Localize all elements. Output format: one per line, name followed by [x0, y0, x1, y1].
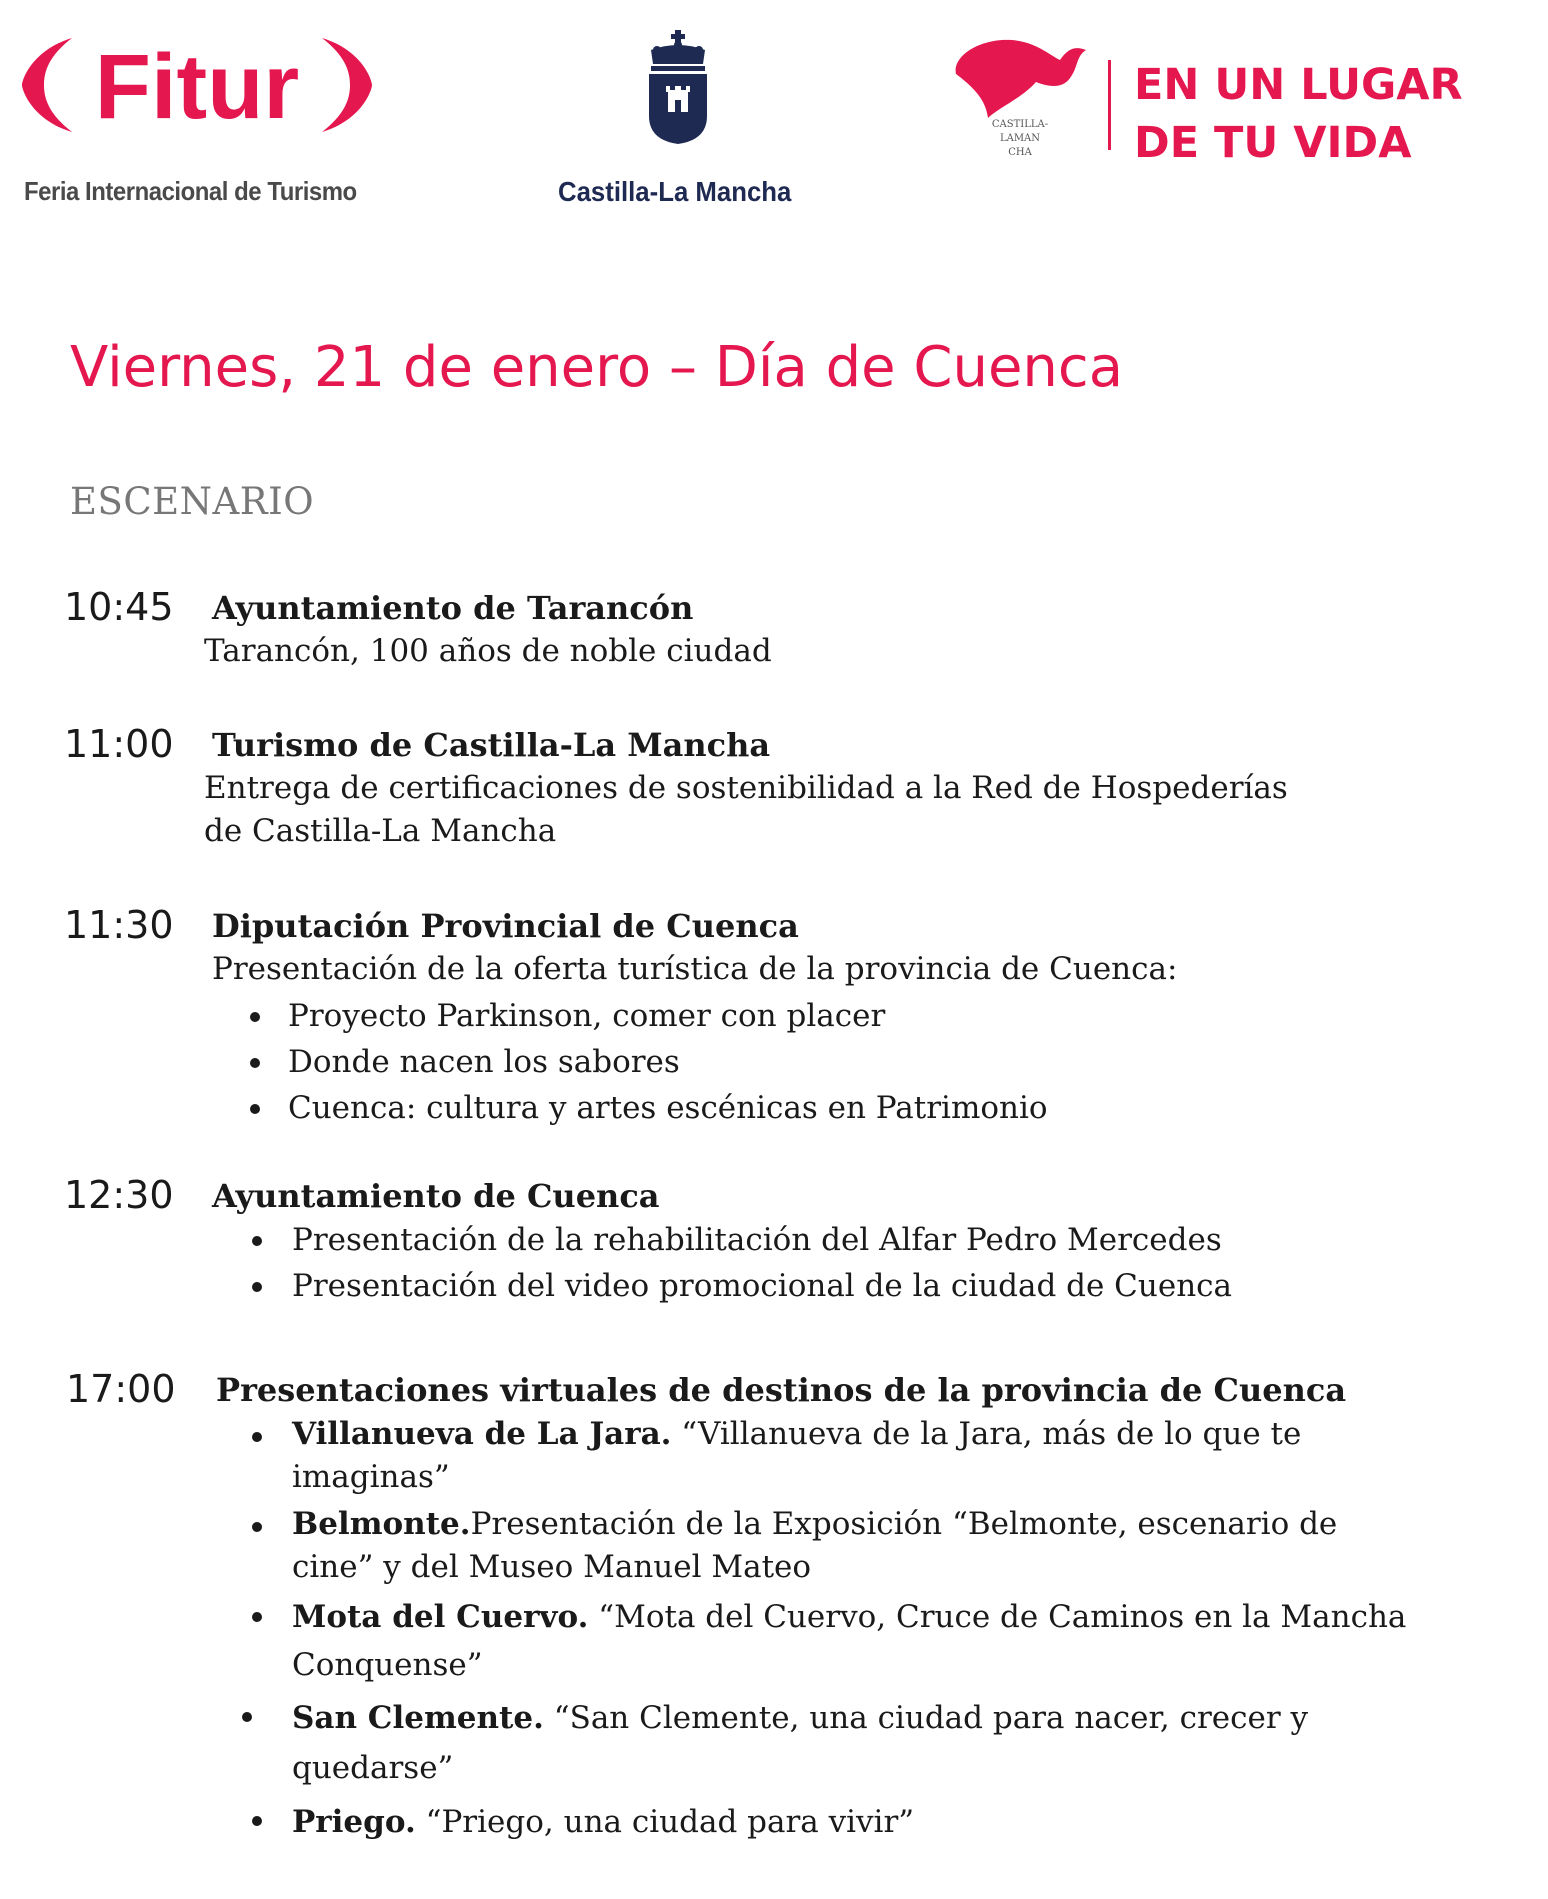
destination-name: Mota del Cuervo. — [292, 1599, 589, 1635]
list-item-text: Proyecto Parkinson, comer con placer — [288, 998, 886, 1034]
bullet-icon — [252, 1612, 262, 1622]
event-time: 11:30 — [64, 903, 174, 947]
list-item — [0, 1693, 1406, 1793]
event-organizer: Diputación Provincial de Cuenca — [212, 907, 799, 945]
list-item-text: Donde nacen los sabores — [288, 1044, 680, 1080]
destination-text: “Priego, una ciudad para vivir” — [415, 1804, 915, 1840]
bullet-icon — [252, 1282, 262, 1292]
list-item — [0, 1797, 1406, 1847]
list-item — [0, 993, 1048, 1039]
bullet-icon — [250, 1058, 260, 1068]
event-bullet-list — [0, 993, 1048, 1131]
list-item-text: Presentación de la rehabilitación del Alfar Pedro Mercedes — [292, 1222, 1222, 1258]
hat-brand-icon — [950, 38, 1090, 118]
bullet-icon — [252, 1432, 262, 1442]
event-organizer: Ayuntamiento de Tarancón — [212, 589, 694, 627]
list-item — [0, 1085, 1048, 1131]
castilla-la-mancha-name: Castilla-La Mancha — [558, 176, 792, 207]
event-description: Presentación de la oferta turística de la provincia de Cuenca: — [212, 951, 1178, 987]
destination-name: Belmonte. — [292, 1506, 471, 1542]
event-description-line: Entrega de certificaciones de sostenibilidad a la Red de Hospederías — [204, 770, 1288, 806]
logo-divider — [1108, 60, 1111, 150]
section-label: ESCENARIO — [70, 480, 315, 523]
destination-text: “San Clemente, una ciudad para nacer, crecer y — [543, 1700, 1309, 1736]
destination-text-cont: imaginas” — [292, 1459, 450, 1495]
destination-name: San Clemente. — [292, 1700, 544, 1736]
event-organizer: Presentaciones virtuales de destinos de la provincia de Cuenca — [216, 1371, 1347, 1409]
bullet-icon — [250, 1012, 260, 1022]
event-time: 12:30 — [64, 1173, 174, 1217]
castilla-la-mancha-logo — [550, 30, 810, 207]
fitur-subtitle: Feria Internacional de Turismo — [24, 176, 357, 206]
event-organizer: Turismo de Castilla-La Mancha — [212, 726, 771, 764]
event-time: 17:00 — [66, 1367, 176, 1411]
list-item — [0, 1503, 1406, 1589]
list-item — [0, 1413, 1406, 1499]
event-bullet-list — [0, 1217, 1232, 1309]
slogan: EN UN LUGAR DE TU VIDA — [1134, 60, 1463, 168]
castilla-la-mancha-small-text: CASTILLA- LAMAN CHA — [991, 119, 1049, 158]
fitur-wordmark-text: Fitur — [94, 36, 300, 138]
list-item — [0, 1593, 1406, 1689]
bullet-icon — [252, 1236, 262, 1246]
event-time: 10:45 — [64, 585, 174, 629]
event-description-line: de Castilla-La Mancha — [204, 813, 557, 849]
event-description — [204, 767, 1288, 853]
page-title: Viernes, 21 de enero – Día de Cuenca — [70, 335, 1124, 400]
list-item-text: Cuenca: cultura y artes escénicas en Patrimonio — [288, 1090, 1048, 1126]
bullet-icon — [250, 1104, 260, 1114]
bullet-icon — [252, 1522, 262, 1532]
event-organizer: Ayuntamiento de Cuenca — [212, 1177, 660, 1215]
destination-name: Villanueva de La Jara. — [292, 1416, 672, 1452]
event-time: 11:00 — [64, 722, 174, 766]
bullet-icon — [242, 1712, 252, 1722]
destination-text-cont: cine” y del Museo Manuel Mateo — [292, 1549, 812, 1585]
en-un-lugar-logo — [950, 38, 1510, 188]
fitur-wordmark-logo — [22, 30, 372, 140]
list-item — [0, 1039, 1048, 1085]
destination-text: Presentación de la Exposición “Belmonte, escenario de — [470, 1506, 1338, 1542]
destination-text-cont: Conquense” — [292, 1647, 483, 1683]
list-item — [0, 1263, 1232, 1309]
event-bullet-list — [0, 1413, 1406, 1847]
list-item-text: Presentación del video promocional de la ciudad de Cuenca — [292, 1268, 1233, 1304]
destination-text: “Villanueva de la Jara, más de lo que te — [671, 1416, 1302, 1452]
destination-name: Priego. — [292, 1804, 416, 1840]
fitur-logo — [22, 30, 372, 206]
bullet-icon — [252, 1816, 262, 1826]
crown-crest-icon — [643, 30, 713, 145]
destination-text-cont: quedarse” — [292, 1750, 454, 1786]
list-item — [0, 1217, 1232, 1263]
destination-text: “Mota del Cuervo, Cruce de Caminos en la Mancha — [588, 1599, 1407, 1635]
event-description: Tarancón, 100 años de noble ciudad — [204, 633, 772, 669]
